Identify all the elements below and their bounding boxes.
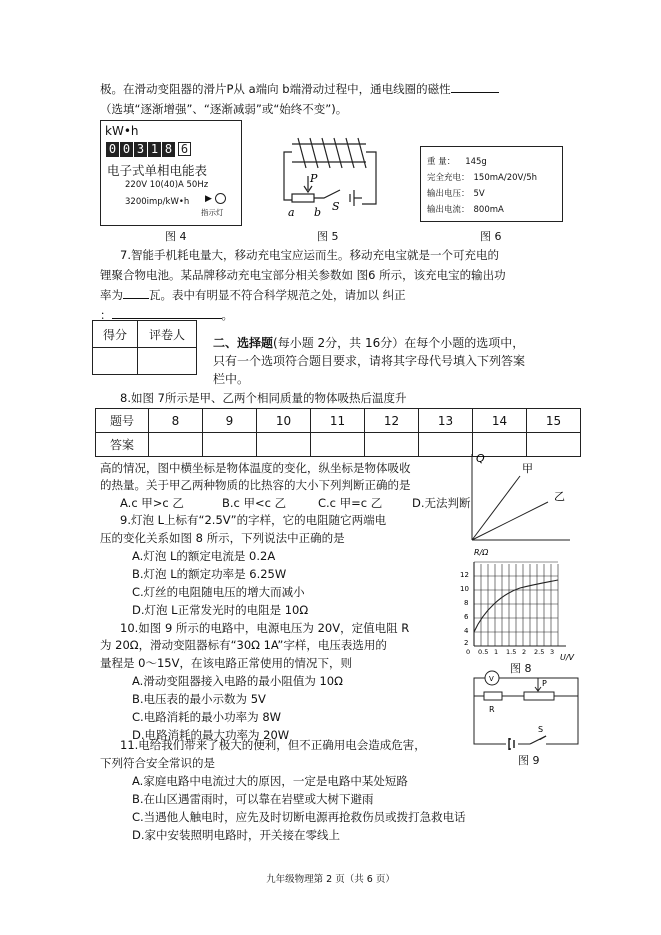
grader-cell[interactable] [138, 348, 197, 375]
fig8-xlabel: U/V [560, 653, 575, 662]
q8-option-c: C.c 甲=c 乙 [318, 496, 383, 510]
fig8-ytick: 10 [460, 585, 469, 593]
fig8-ytick: 6 [464, 613, 469, 621]
fig9-P: P [542, 679, 547, 688]
fig8-ytick: 4 [464, 627, 469, 635]
fig9-battery-gap [506, 740, 518, 748]
meter-digits [106, 142, 192, 157]
fig7-jia: 甲 [522, 462, 533, 475]
question-number: 9 [203, 409, 257, 433]
fig9-wire [499, 678, 538, 682]
grade-cell[interactable] [93, 348, 138, 375]
fig9-circuit [466, 668, 582, 752]
answer-row-label: 答案 [96, 433, 149, 457]
q11-option-b: B.在山区遇雷雨时，可以靠在岩壁或大树下避雨 [132, 792, 374, 806]
fig8-xtick: 1.5 [506, 648, 517, 656]
fig7-line-yi [472, 502, 548, 540]
fig9-resistor-R [484, 692, 502, 700]
q10-line1: 10.如图 9 所示的电路中，电源电压为 20V，定值电阻 R [120, 621, 410, 635]
meter-spec2: 3200imp/kW•h [125, 197, 190, 207]
q9-option-a: A.灯泡 L的额定电流是 0.2A [132, 549, 276, 563]
q8-option-a: A.c 甲>c 乙 [120, 496, 184, 510]
answer-cell[interactable] [257, 433, 311, 457]
q9-option-d: D.灯泡 L正常发光时的电阻是 10Ω [132, 603, 309, 617]
q8-option-b: B.c 甲<c 乙 [222, 496, 287, 510]
q8-line1: 高的情况，图中横坐标是物体温度的变化，纵坐标是物体吸收 [100, 461, 411, 475]
q7-line2: 锂聚合物电池。某品牌移动充电宝部分相关参数如 图6 所示，该充电宝的输出功 [100, 268, 506, 282]
q8-head: 8.如图 7所示是甲、乙两个相同质量的物体吸热后温度升 [120, 391, 407, 405]
meter-digit: 1 [148, 142, 161, 157]
coil-windings [298, 138, 366, 168]
fig9-V: V [489, 675, 494, 683]
fig8-xtick: 0.5 [478, 648, 489, 656]
q9-option-b: B.灯泡 L的额定功率是 6.25W [132, 567, 287, 581]
question-number: 12 [365, 409, 419, 433]
q9-line1: 9.灯泡 L上标有“2.5V”的字样，它的电阻随它两端电 [120, 513, 387, 527]
meter-decimal-digit: 6 [178, 142, 191, 156]
q7-line3: 率为 瓦。表中有明显不符合科学规范之处，请加以 纠正 [100, 288, 406, 302]
fig8-ytick: 8 [464, 599, 469, 607]
q9-line2: 压的变化关系如图 8 所示，下列说法中正确的是 [100, 531, 345, 545]
fig7-ylabel: Q [476, 452, 485, 465]
q9-option-c: C.灯丝的电阻随电压的增大而减小 [132, 585, 305, 599]
q11-line2: 下列符合安全常识的是 [100, 756, 215, 770]
question-number: 10 [257, 409, 311, 433]
answer-cell[interactable] [365, 433, 419, 457]
fig5-b: b [314, 206, 322, 219]
q7-line4: ： 。 [100, 308, 233, 322]
answer-cell[interactable] [149, 433, 203, 457]
q7-line1: 7.智能手机耗电量大，移动充电宝应运而生。移动充电宝就是一个可充电的 [120, 248, 499, 262]
fig9-label: 图 9 [518, 754, 540, 767]
question-number: 15 [527, 409, 581, 433]
q6-line1: 极。在滑动变阻器的滑片P从 a端向 b端滑动过程中，通电线圈的磁性 [100, 82, 499, 96]
grade-header: 得分 [93, 321, 138, 348]
question-number: 13 [419, 409, 473, 433]
section2-line3: 栏中。 [213, 372, 250, 386]
fig7-yi: 乙 [554, 490, 565, 503]
electric-meter-figure [100, 120, 242, 226]
spec-row: 输出电流： 800mA [427, 205, 504, 215]
fig8-xtick: 1 [494, 648, 499, 656]
wire-left [284, 152, 292, 200]
fig8-ytick: 2 [464, 639, 469, 647]
meter-digit: 3 [134, 142, 147, 157]
meter-indicator-label: 指示灯 [201, 208, 224, 217]
fig8-ytick: 12 [460, 571, 469, 579]
fig9-rheostat [524, 692, 554, 700]
meter-title: 电子式单相电能表 [107, 163, 208, 178]
meter-unit: kW•h [105, 124, 139, 138]
fig6-label: 图 6 [480, 230, 502, 243]
play-icon: ▶ [205, 194, 212, 204]
q10-option-b: B.电压表的最小示数为 5V [132, 692, 266, 706]
q10-line3: 量程是 0～15V，在该电路正常使用的情况下，则 [100, 656, 352, 670]
fig8-xticks [466, 648, 554, 656]
answer-blank[interactable] [123, 298, 149, 299]
fig8-ylabel: R/Ω [474, 548, 489, 557]
fig8-label: 图 8 [510, 662, 532, 675]
indicator-lamp-icon [215, 193, 226, 204]
power-bank-spec-figure [420, 146, 563, 222]
fig5-P: P [310, 172, 318, 185]
page-footer: 九年级物理第 2 页（共 6 页） [266, 874, 395, 885]
fig5-S: S [332, 200, 340, 213]
fig4-label: 图 4 [165, 230, 187, 243]
q8-option-d: D.无法判断 [412, 496, 471, 510]
fig8-xtick: 2.5 [534, 648, 545, 656]
meter-digit: 8 [162, 142, 175, 157]
q10-option-a: A.滑动变阻器接入电路的最小阻值为 10Ω [132, 674, 343, 688]
q11-option-d: D.家中安装照明电路时，开关接在零线上 [132, 828, 341, 842]
q11-option-c: C.当遇他人触电时，应先及时切断电源再抢救伤员或拨打急救电话 [132, 810, 466, 824]
grade-table [92, 320, 197, 375]
question-number: 8 [149, 409, 203, 433]
fig8-yticks [460, 571, 469, 647]
fig7-line-jia [472, 476, 520, 540]
grader-header: 评卷人 [138, 321, 197, 348]
fig9-R: R [489, 705, 495, 714]
q10-option-d: D.电路消耗的最大功率为 20W [132, 728, 290, 742]
fig8-graph [456, 546, 581, 672]
spec-row: 输出电压： 5V [427, 189, 485, 199]
question-number: 14 [473, 409, 527, 433]
rheostat [292, 194, 314, 202]
answer-table-header: 题号 [96, 409, 149, 433]
meter-digit: 0 [120, 142, 133, 157]
fig9-S: S [538, 725, 544, 734]
fig8-xtick: 3 [550, 648, 555, 656]
answer-blank[interactable] [451, 92, 499, 93]
q10-line2: 为 20Ω，滑动变阻器标有“30Ω 1A”字样，电压表选用的 [100, 638, 387, 652]
spec-row: 完全充电： 150mA/20V/5h [427, 173, 537, 183]
q11-option-a: A.家庭电路中电流过大的原因，一定是电路中某处短路 [132, 774, 408, 788]
answer-blank[interactable] [112, 318, 222, 319]
coil-circuit-figure [278, 132, 388, 220]
fig9-slider-arrow [535, 682, 541, 691]
switch [314, 190, 340, 198]
q6-line2: （选填“逐渐增强”、“逐渐减弱”或“始终不变”)。 [100, 102, 348, 116]
section2-line1: 二、选择题(每小题 2分，共 16分）在每个小题的选项中， [213, 336, 525, 350]
fig8-xtick: 2 [522, 648, 527, 656]
answer-cell[interactable] [311, 433, 365, 457]
fig8-grid [474, 562, 558, 646]
q10-option-c: C.电路消耗的最小功率为 8W [132, 710, 282, 724]
q8-line2: 的热量。关于甲乙两种物质的比热容的大小下列判断正确的是 [100, 478, 411, 492]
meter-digit: 0 [106, 142, 119, 157]
fig5-a: a [288, 206, 295, 219]
answer-cell[interactable] [203, 433, 257, 457]
section2-line2: 只有一个选项符合题目要求，请将其字母代号填入下列答案 [213, 354, 526, 368]
fig5-label: 图 5 [317, 230, 339, 243]
spec-row: 重 量： 145g [427, 157, 487, 167]
fig8-xtick: 0 [466, 648, 471, 656]
meter-spec1: 220V 10(40)A 50Hz [125, 180, 209, 190]
q11-line1: 11.电给我们带来了极大的便利，但不正确用电会造成危害， [120, 738, 426, 752]
fig7-graph [462, 448, 574, 548]
question-number: 11 [311, 409, 365, 433]
